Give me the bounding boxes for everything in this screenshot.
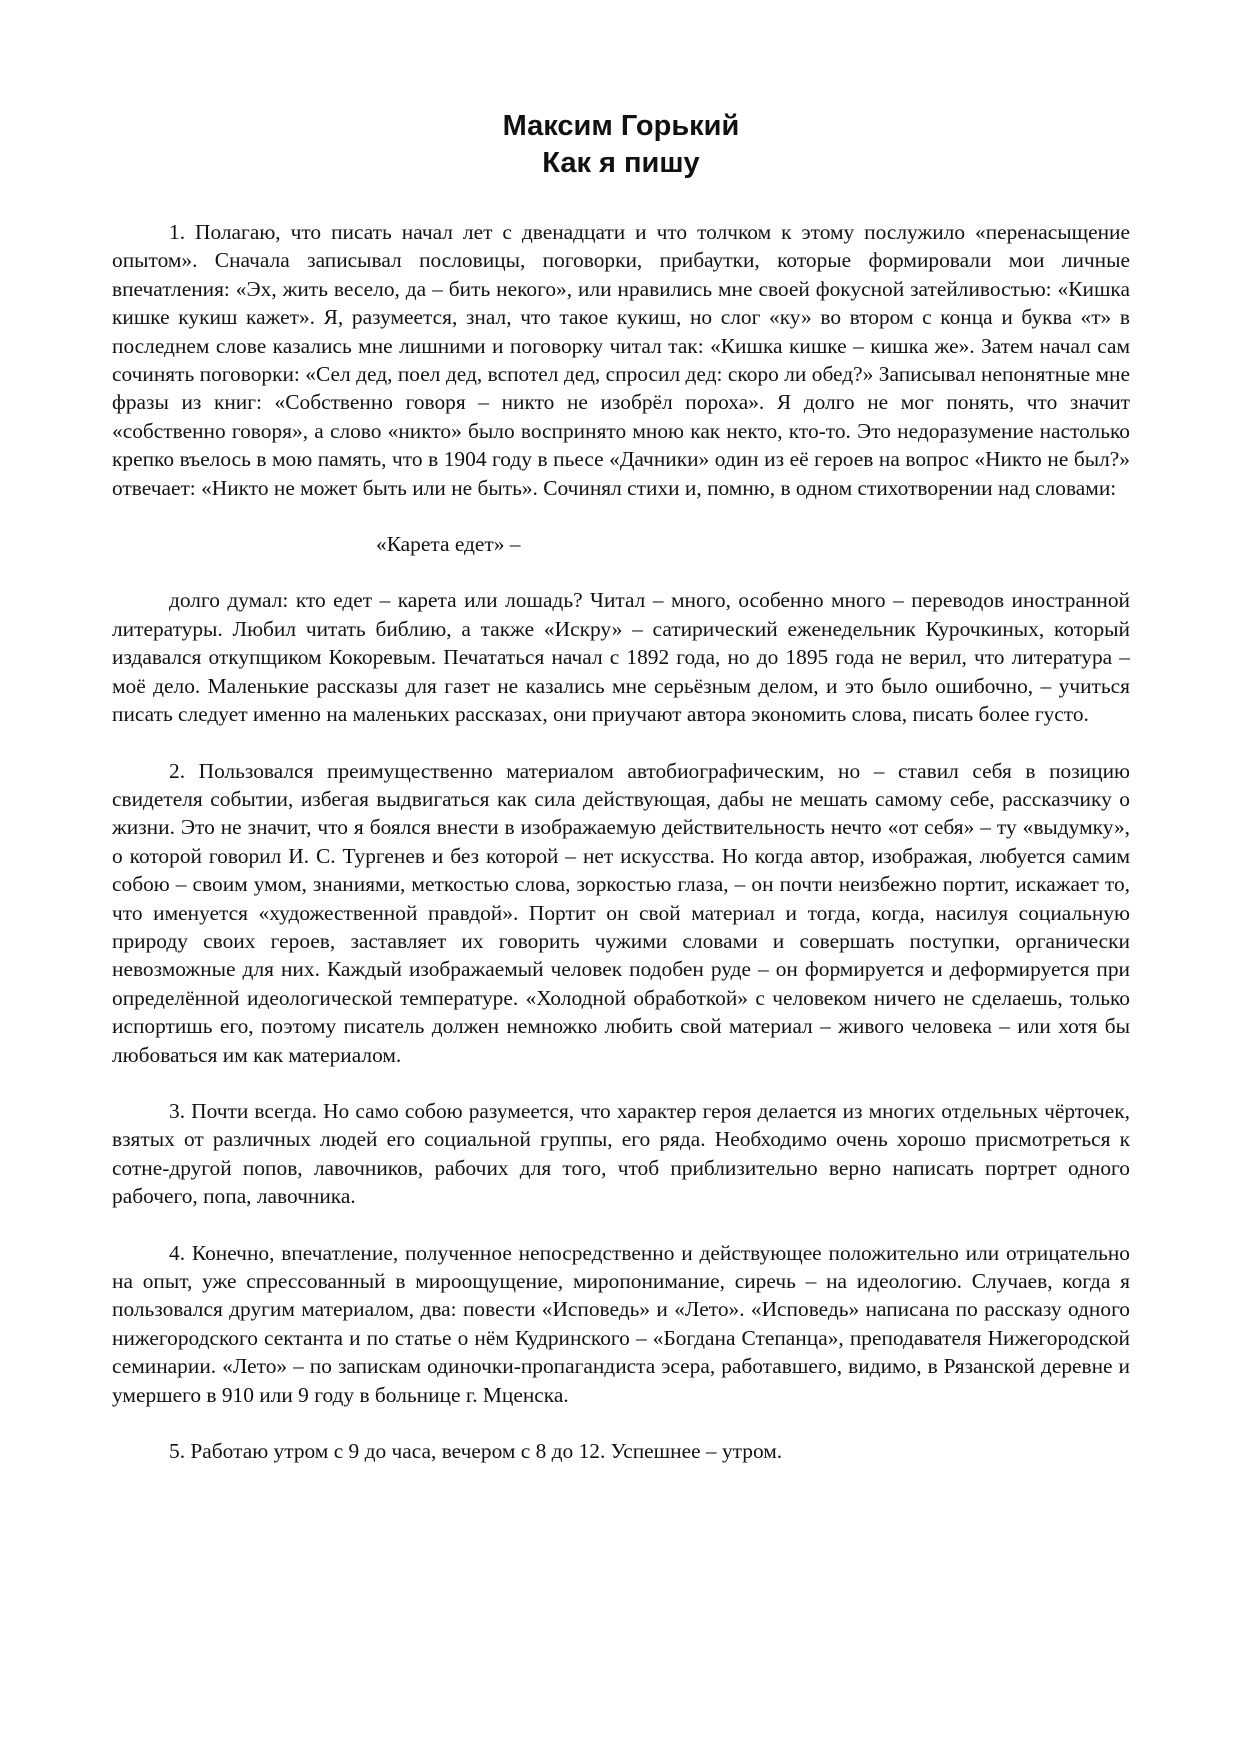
paragraph-text: долго думал: кто едет – карета или лошадь? Читал – много, особенно много – переводов иностранной литературы. Любил читать библию, а также «Искру» – сатирический еженедельник Курочкиных, который издавался откупщиком Кокоревым. Печататься начал с 1892 года, но до 1895 года не верил, что литература – моё дело. Маленькие рассказы для газет не казались мне серьёзным делом, и это было ошибочно, – учиться писать следует именно на маленьких рассказах, они приучают автора экономить слова, писать более густо.	[112, 588, 1130, 727]
paragraph-2	[112, 757, 1130, 1069]
paragraph-text: Почти всегда. Но само собою разумеется, что характер героя делается из многих отдельных чёрточек, взятых от различных людей его социальной группы, его ряда. Необходимо очень хорошо присмотреться к сотне-другой попов, лавочников, рабочих для того, чтоб приблизительно верно написать портрет одного рабочего, попа, лавочника.	[112, 1098, 1130, 1209]
paragraph-1	[112, 218, 1130, 502]
paragraph-number: 3.	[169, 1098, 186, 1123]
paragraph-number: 2.	[169, 758, 186, 783]
paragraph-number: 4.	[169, 1240, 186, 1265]
paragraph-number: 5.	[169, 1439, 186, 1464]
paragraph-3	[112, 1097, 1130, 1211]
paragraph-text: Пользовался преимущественно материалом автобиографическим, но – ставил себя в позицию свидетеля событии, избегая выдвигаться как сила действующая, дабы не мешать самому себе, рассказчику о жизни. Это не значит, что я боялся внести в изображаемую действительность нечто «от себя» – ту «выдумку», о которой говорил И. С. Тургенев и без которой – нет искусства. Но когда автор, изображая, любуется самим собою – своим умом, знаниями, меткостью слова, зоркостью глаза, – он почти неизбежно портит, искажает то, что именуется «художественной правдой». Портит он свой материал и тогда, когда, насилуя социальную природу своих героев, заставляет их говорить чужими словами и совершать поступки, органически невозможные для них. Каждый изображаемый человек подобен руде – он формируется и деформируется при определённой идеологической температуре. «Холодной обработкой» с человеком ничего не сделаешь, только испортишь его, поэтому писатель должен немножко любить свой материал – живого человека – или хотя бы любоваться им как материалом.	[112, 758, 1130, 1067]
paragraph-1-continuation	[112, 586, 1130, 728]
verse-quote: «Карета едет» –	[376, 532, 521, 557]
paragraph-number: 1.	[169, 220, 186, 244]
author-name: Максим Горький	[502, 110, 740, 142]
paragraph-text: Полагаю, что писать начал лет с двенадцати и что толчком к этому послужило «перенасыщение опытом». Сначала записывал пословицы, поговорки, прибаутки, которые формировали мои личные впечатления: «Эх, жить весело, да – бить некого», или нравились мне своей фокусной затейливостью: «Кишка кишке кукиш кажет». Я, разумеется, знал, что такое кукиш, но слог «ку» во втором с конца и буква «т» в последнем слове казались мне лишними и поговорку читал так: «Кишка кишке – кишка же». Затем начал сам сочинять поговорки: «Сел дед, поел дед, вспотел дед, спросил дед: скоро ли обед?» Записывал непонятные мне фразы из книг: «Собственно говоря – никто не изобрёл пороха». Я долго не мог понять, что значит «собственно говоря», а слово «никто» было воспринято мною как некто, кто-то. Это недоразумение настолько крепко въелось в мою память, что в 1904 году в пьесе «Дачники» один из её героев на вопрос «Никто не был?» отвечает: «Никто не может быть или не быть». Сочинял стихи и, помню, в одном стихотворении над словами:	[112, 220, 1130, 500]
document-body	[112, 218, 1130, 1465]
paragraph-4	[112, 1239, 1130, 1409]
paragraph-text: Конечно, впечатление, полученное непосредственно и действующее положительно или отрицательно на опыт, уже спрессованный в мироощущение, миропонимание, сиречь – на идеологию. Случаев, когда я пользовался другим материалом, два: повести «Исповедь» и «Лето». «Исповедь» написана по рассказу одного нижегородского сектанта и по статье о нём Кудринского – «Богдана Степанца», преподавателя Нижегородской семинарии. «Лето» – по запискам одиночки-пропагандиста эсера, работавшего, видимо, в Рязанской деревне и умершего в 910 или 9 году в больнице г. Мценска.	[112, 1240, 1130, 1407]
document-header	[112, 108, 1130, 182]
document-title: Как я пишу	[542, 147, 700, 179]
paragraph-5	[112, 1437, 1130, 1465]
paragraph-text: Работаю утром с 9 до часа, вечером с 8 до 12. Успешнее – утром.	[190, 1439, 783, 1464]
